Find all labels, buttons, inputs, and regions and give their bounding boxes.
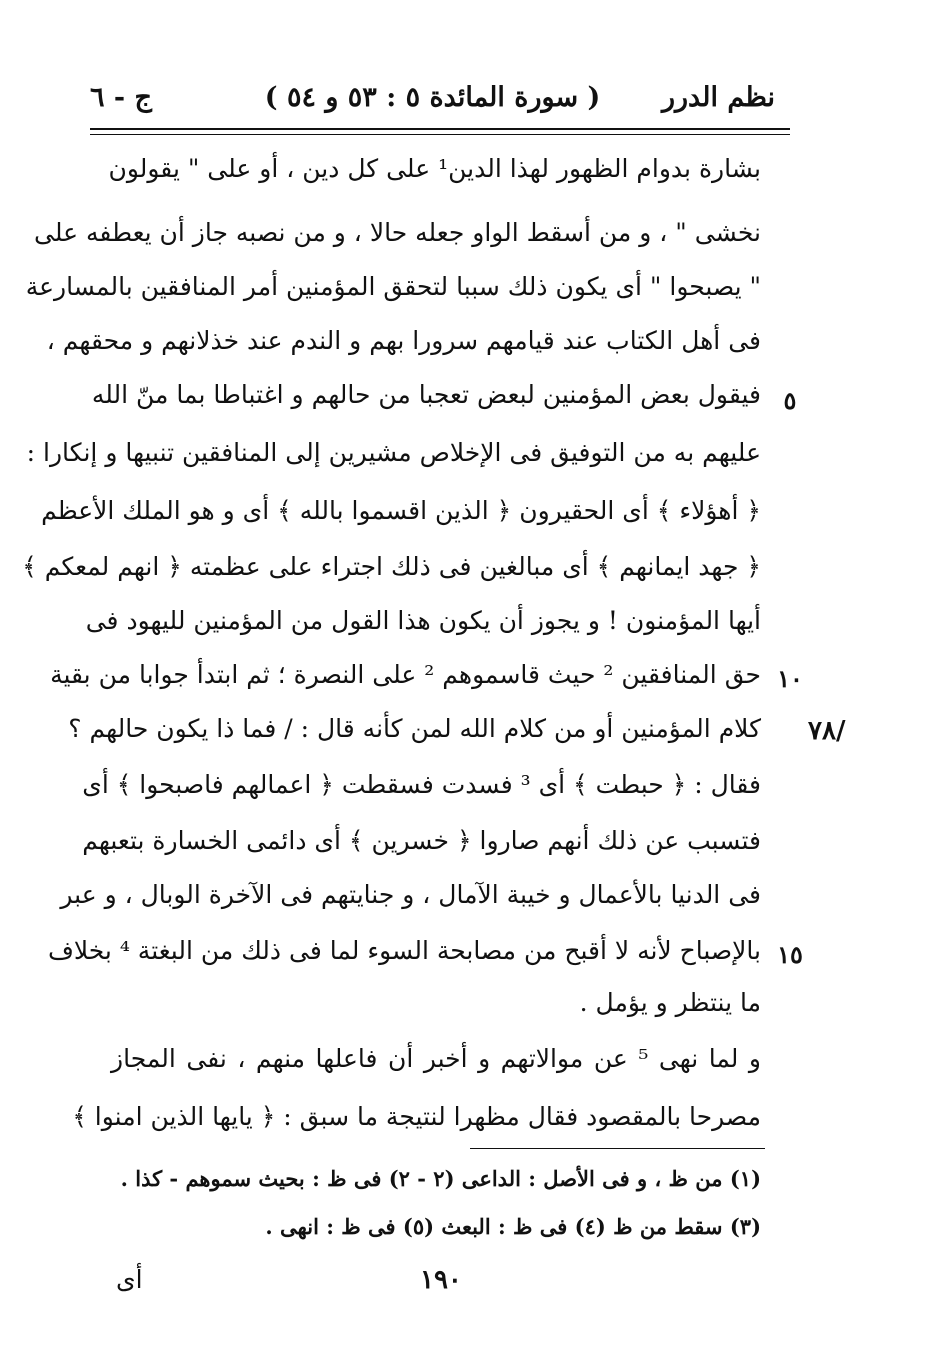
text-line: أيها المؤمنون ! و يجوز أن يكون هذا القول من المؤمنين لليهود فى [85,606,761,635]
text-line: " يصبحوا " أى يكون ذلك سببا لتحقق المؤمنين أمر المنافقين بالمسارعة [25,272,761,301]
text-line: نخشى " ، و من أسقط الواو جعله حالا ، و من نصبه جاز أن يعطفه على [34,218,761,247]
text-line: ﴿ جهد ايمانهم ﴾ أى مبالغين فى ذلك اجتراء على عظمته ﴿ انهم لمعكم ﴾ [22,552,761,581]
text-line: مصرحا بالمقصود فقال مظهرا لنتيجة ما سبق : ﴿ يايها الذين امنوا ﴾ [72,1102,761,1131]
text-line: فقال : ﴿ حبطت ﴾ أى ³ فسدت فسقطت ﴿ اعمالهم فاصبحوا ﴾ أى [82,770,761,799]
page-number: ١٩٠ [420,1265,462,1295]
margin-folio-reference: ٧٨/ [808,716,846,746]
header-rule [90,128,790,130]
text-line: حق المنافقين ² حيث قاسموهم ² على النصرة ؛ ثم ابتدأ جوابا من بقية [50,660,761,689]
footnote: (١) من ظ ، و فى الأصل : الداعى (٢ - ٢) فى ظ : بحيث سموهم - كذا . [120,1166,761,1191]
text-line: عليهم به من التوفيق فى الإخلاص مشيرين إلى المنافقين تنبيها و إنكارا : [26,438,761,467]
header-rule-thin [90,134,790,135]
text-line: و لما نهى ⁵ عن موالاتهم و أخبر أن فاعلها منهم ، نفى المجاز [111,1044,762,1073]
volume-label: ج - ٦ [90,82,152,113]
text-line: فيقول بعض المؤمنين لبعض تعجبا من حالهم و اغتباطا بما منّ الله [91,380,761,409]
book-title: نظم الدرر [661,82,775,113]
footnote: (٣) سقط من ظ (٤) فى ظ : البعث (٥) فى ظ : انهى . [265,1214,761,1239]
text-line: بشارة بدوام الظهور لهذا الدين¹ على كل دين ، أو على " يقولون [108,154,761,183]
line-number: ١٠ [777,664,803,693]
running-header [90,72,775,122]
text-line: فى أهل الكتاب عند قيامهم سرورا بهم و الندم عند خذلانهم و محقهم ، [46,326,761,355]
catchword: أى [116,1265,143,1294]
text-line: فتسبب عن ذلك أنهم صاروا ﴿ خسرين ﴾ أى دائمى الخسارة بتعبهم [82,826,761,855]
text-line: ما ينتظر و يؤمل . [579,988,761,1017]
text-line: ﴿ أهؤلاء ﴾ أى الحقيرون ﴿ الذين اقسموا بالله ﴾ أى و هو الملك الأعظم [41,496,761,525]
surah-reference: ( سورة المائدة ٥ : ٥٣ و ٥٤ ) [264,82,601,113]
line-number: ١٥ [777,940,803,969]
footnote-rule [470,1148,765,1149]
text-line: فى الدنيا بالأعمال و خيبة الآمال ، و جنايتهم فى الآخرة الوبال ، و عبر [60,880,761,909]
text-line: كلام المؤمنين أو من كلام الله لمن كأنه قال : / فما ذا يكون حالهم ؟ [68,714,761,743]
text-line: بالإصباح لأنه لا أقبح من مصابحة السوء لما فى ذلك من البغتة ⁴ بخلاف [47,936,761,965]
line-number: ٥ [783,386,797,415]
